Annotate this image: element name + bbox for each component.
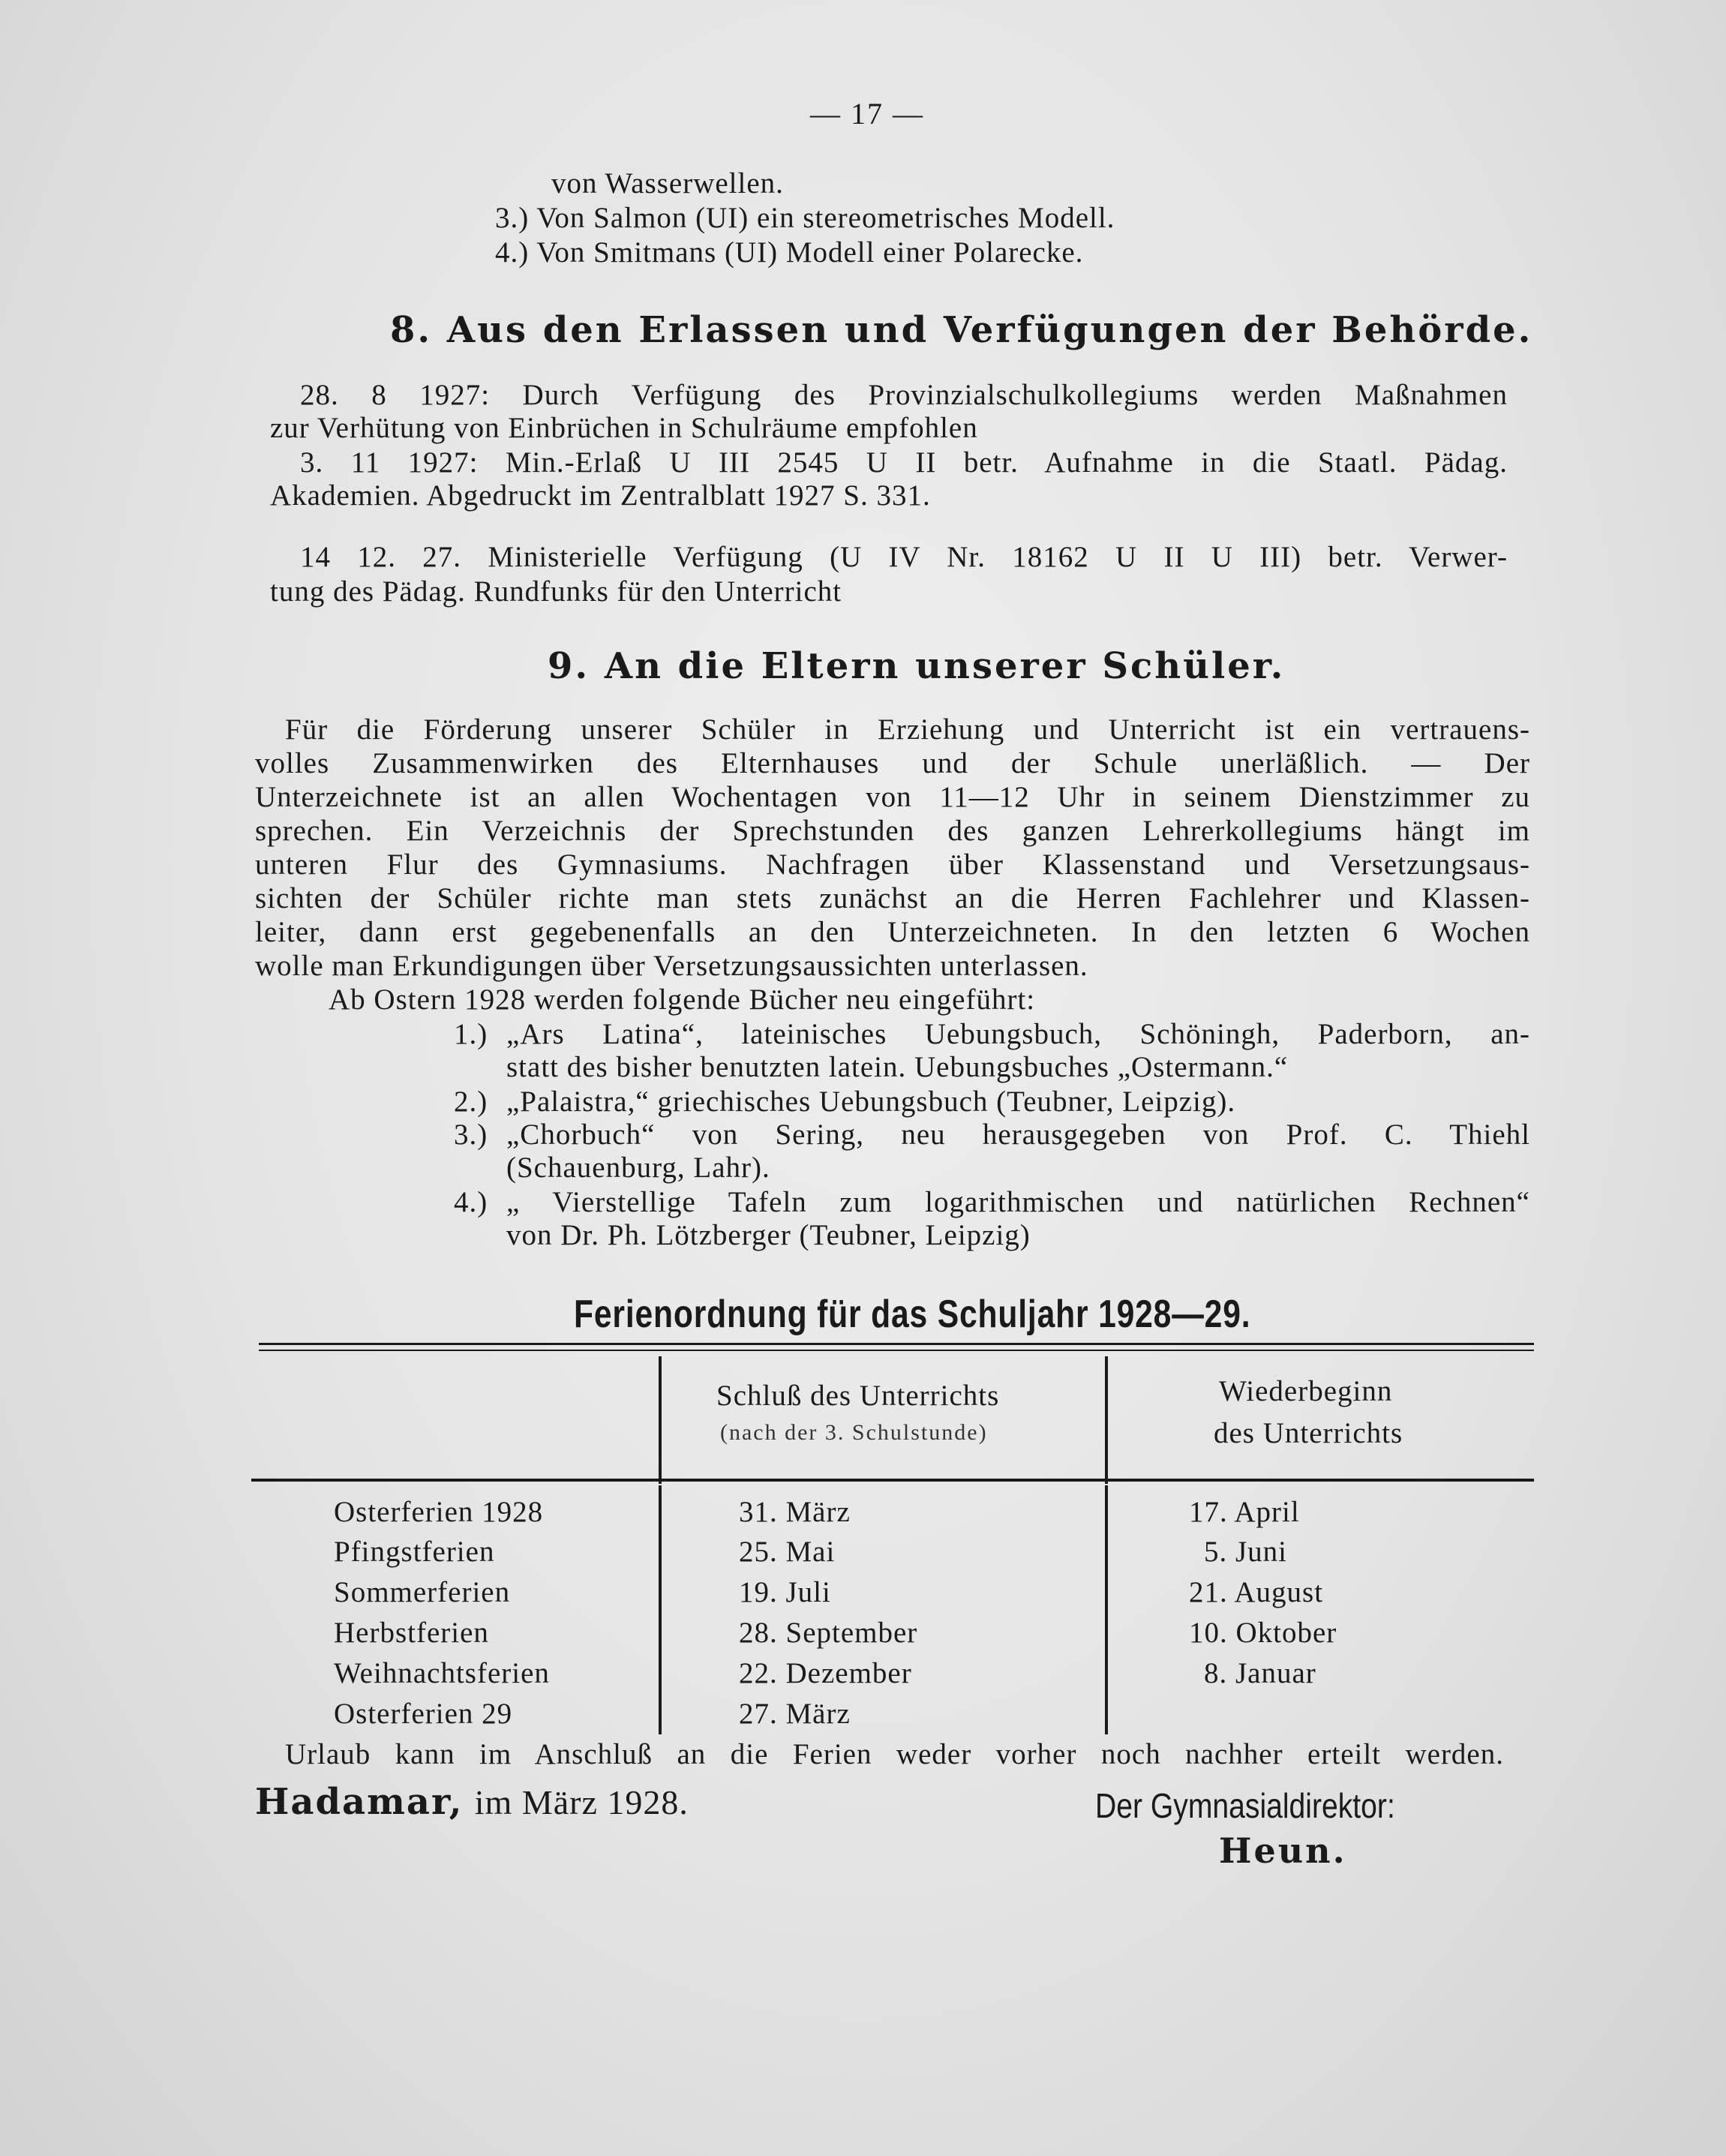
- section-9-line: wolle man Erkundigungen über Versetzungsaussichten unterlassen.: [255, 950, 1088, 982]
- column-header-start: Wiederbeginn: [1219, 1375, 1393, 1407]
- holiday-end: 22. Dezember: [739, 1657, 912, 1689]
- place-name: Hadamar,: [255, 1781, 464, 1823]
- section-8-line: 14 12. 27. Ministerielle Verfügung (U IV Nr. 18162 U II U III) betr. Verwer-: [300, 541, 1508, 573]
- table-divider: [1105, 1485, 1108, 1734]
- books-intro: Ab Ostern 1928 werden folgende Bücher neu eingeführt:: [329, 983, 1036, 1016]
- signature-name: Heun.: [1219, 1830, 1347, 1871]
- section-9-heading: 9. An die Eltern unserer Schüler.: [548, 645, 1286, 687]
- holiday-end: 19. Juli: [739, 1576, 831, 1608]
- table-top-rule: [259, 1343, 1534, 1345]
- page-number: — 17 —: [810, 97, 924, 131]
- intro-line: 3.) Von Salmon (UI) ein stereometrisches Modell.: [495, 202, 1115, 234]
- holiday-start: 17. April: [1189, 1496, 1300, 1528]
- holiday-name: Herbstferien: [334, 1617, 489, 1649]
- holiday-end: 28. September: [739, 1617, 918, 1649]
- date-text: im März 1928.: [474, 1783, 689, 1821]
- section-9-line: leiter, dann erst gegebenenfalls an den Unterzeichneten. In den letzten 6 Wochen: [255, 916, 1530, 948]
- book-line: von Dr. Ph. Lötzberger (Teubner, Leipzig): [506, 1219, 1031, 1251]
- book-number: 2.): [454, 1086, 488, 1118]
- section-9-line: unteren Flur des Gymnasiums. Nachfragen über Klassenstand und Versetzungsaus-: [255, 848, 1530, 881]
- holiday-start: 21. August: [1189, 1576, 1324, 1608]
- holiday-name: Pfingstferien: [334, 1536, 495, 1568]
- table-divider: [659, 1485, 662, 1734]
- section-8-line: 28. 8 1927: Durch Verfügung des Provinzialschulkollegiums werden Maßnahmen: [300, 379, 1508, 411]
- section-9-line: sichten der Schüler richte man stets zunächst an die Herren Fachlehrer und Klassen-: [255, 882, 1530, 914]
- holiday-start: 5. Juni: [1204, 1536, 1288, 1568]
- section-9-line: volles Zusammenwirken des Elternhauses und der Schule unerläßlich. — Der: [255, 747, 1530, 779]
- table-divider: [659, 1356, 662, 1484]
- holiday-start: 8. Januar: [1204, 1657, 1316, 1689]
- holiday-end: 27. März: [739, 1698, 851, 1730]
- holiday-end: 25. Mai: [739, 1536, 836, 1568]
- book-line: „Palaistra,“ griechisches Uebungsbuch (Teubner, Leipzig).: [506, 1086, 1236, 1118]
- table-title: Ferienordnung für das Schuljahr 1928—29.: [574, 1293, 1251, 1336]
- holiday-start: 10. Oktober: [1189, 1617, 1337, 1649]
- holiday-note: Urlaub kann im Anschluß an die Ferien weder vorher noch nachher erteilt werden.: [285, 1738, 1504, 1770]
- section-8-heading: 8. Aus den Erlassen und Verfügungen der Behörde.: [390, 309, 1533, 351]
- book-number: 3.): [454, 1119, 488, 1151]
- section-9-line: Für die Förderung unserer Schüler in Erziehung und Unterricht ist ein vertrauens-: [285, 713, 1530, 746]
- column-header-end-note: (nach der 3. Schulstunde): [720, 1420, 988, 1445]
- book-line: (Schauenburg, Lahr).: [506, 1152, 770, 1184]
- book-line: statt des bisher benutzten latein. Uebungsbuches „Ostermann.“: [506, 1051, 1289, 1083]
- table-header-rule: [251, 1479, 1534, 1482]
- column-header-start: des Unterrichts: [1214, 1417, 1403, 1449]
- intro-line: 4.) Von Smitmans (UI) Modell einer Polarecke.: [495, 236, 1084, 269]
- section-8-line: 3. 11 1927: Min.-Erlaß U III 2545 U II betr. Aufnahme in die Staatl. Pädag.: [300, 446, 1508, 479]
- section-8-line: zur Verhütung von Einbrüchen in Schulräume empfohlen: [270, 412, 978, 444]
- section-8-line: Akademien. Abgedruckt im Zentralblatt 1927 S. 331.: [270, 479, 931, 512]
- holiday-name: Osterferien 29: [334, 1698, 513, 1730]
- holiday-name: Weihnachtsferien: [334, 1657, 550, 1689]
- signature-role: Der Gymnasialdirektor:: [1095, 1786, 1395, 1825]
- place-date: [255, 1781, 689, 1823]
- table-top-rule-thin: [259, 1350, 1534, 1351]
- holiday-name: Sommerferien: [334, 1576, 511, 1608]
- book-number: 4.): [454, 1186, 488, 1218]
- holiday-name: Osterferien 1928: [334, 1496, 544, 1528]
- intro-line: von Wasserwellen.: [551, 167, 784, 200]
- holiday-end: 31. März: [739, 1496, 851, 1528]
- book-number: 1.): [454, 1018, 488, 1050]
- section-9-line: Unterzeichnete ist an allen Wochentagen von 11—12 Uhr in seinem Dienstzimmer zu: [255, 781, 1530, 813]
- section-8-line: tung des Pädag. Rundfunks für den Unterricht: [270, 575, 842, 608]
- book-line: „Chorbuch“ von Sering, neu herausgegeben von Prof. C. Thiehl: [506, 1119, 1530, 1151]
- book-line: „Ars Latina“, lateinisches Uebungsbuch, Schöningh, Paderborn, an-: [506, 1018, 1530, 1050]
- section-9-line: sprechen. Ein Verzeichnis der Sprechstunden des ganzen Lehrerkollegiums hängt im: [255, 815, 1530, 847]
- column-header-end: Schluß des Unterrichts: [716, 1380, 1000, 1412]
- book-line: „ Vierstellige Tafeln zum logarithmischen und natürlichen Rechnen“: [506, 1186, 1530, 1218]
- table-divider: [1105, 1356, 1108, 1484]
